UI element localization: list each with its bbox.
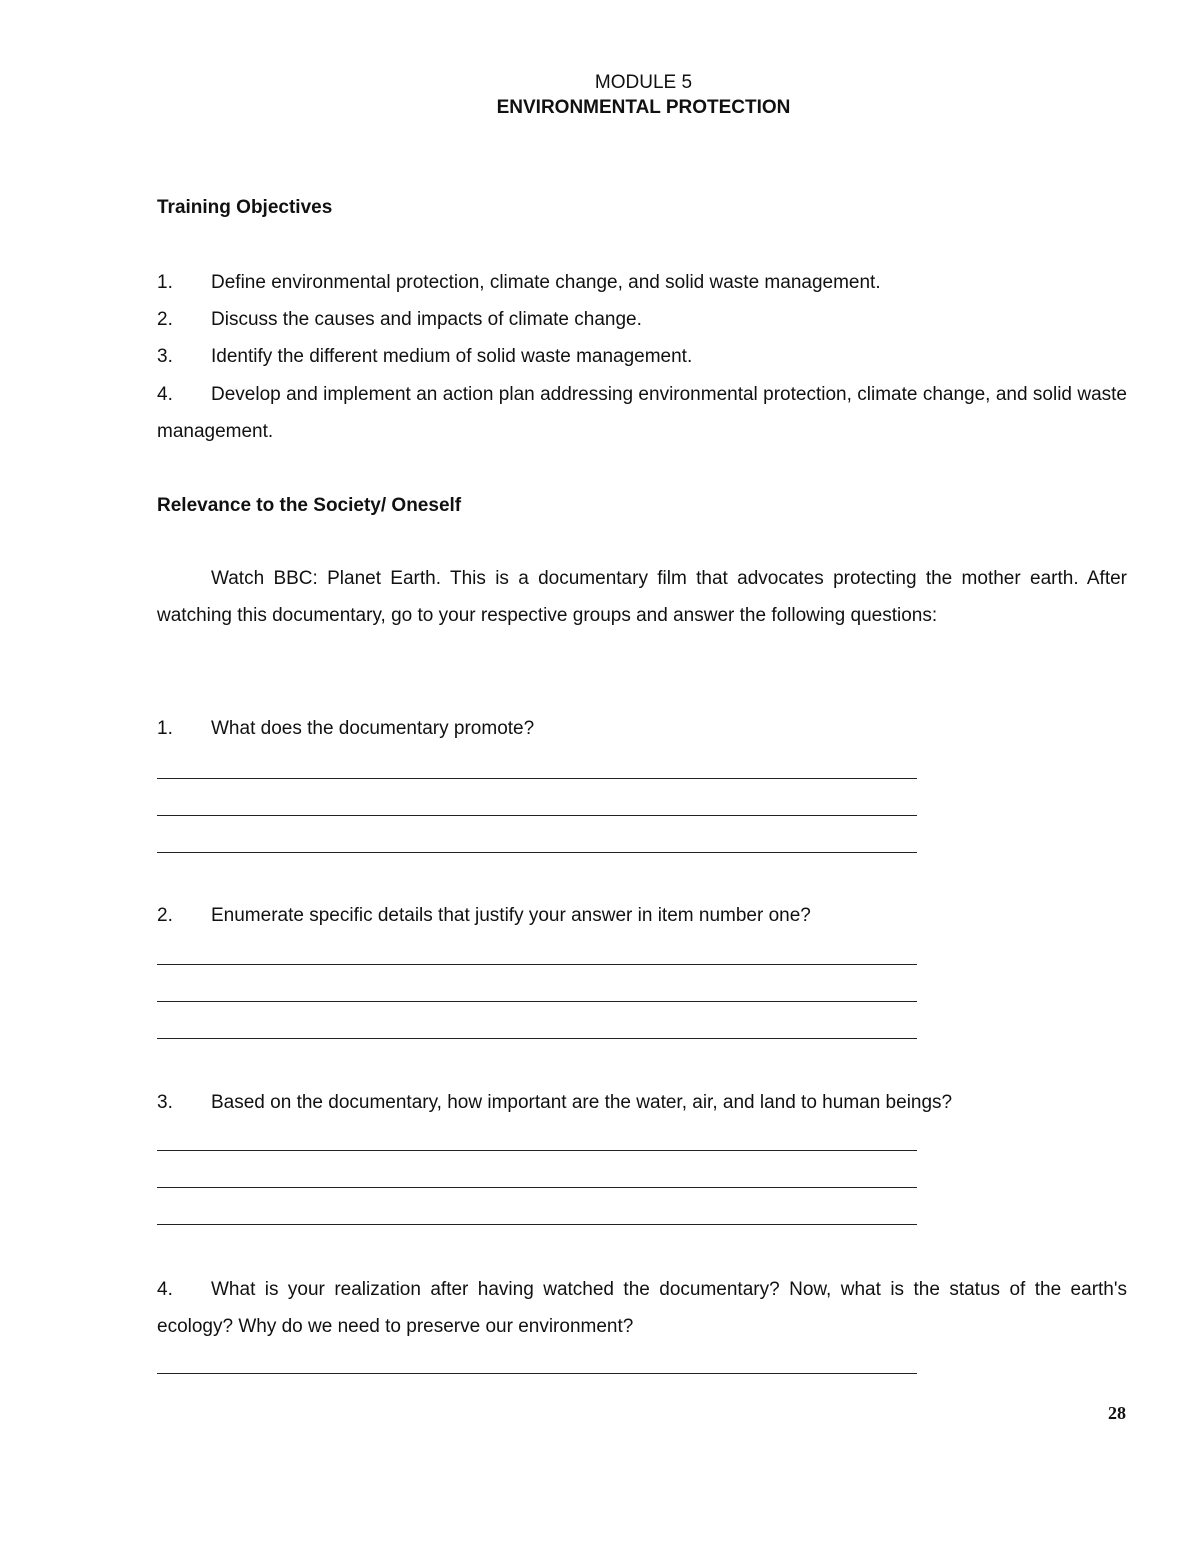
answer-line[interactable] xyxy=(157,1187,917,1188)
objective-text: Develop and implement an action plan addressing environmental protection, climate change, and solid waste management. xyxy=(157,384,1127,442)
objective-number: 2. xyxy=(157,309,173,330)
answer-line[interactable] xyxy=(157,778,917,779)
question-item xyxy=(157,1271,1127,1345)
module-label: MODULE 5 xyxy=(594,72,693,93)
question-text: What does the documentary promote? xyxy=(211,718,535,739)
objective-number: 4. xyxy=(157,384,173,405)
answer-line[interactable] xyxy=(157,815,917,816)
answer-line[interactable] xyxy=(157,1373,917,1374)
module-title: ENVIRONMENTAL PROTECTION xyxy=(496,97,791,118)
page-number: 28 xyxy=(1108,1403,1126,1423)
question-item xyxy=(157,1092,952,1114)
objective-text: Define environmental protection, climate change, and solid waste management. xyxy=(211,272,881,293)
question-number: 2. xyxy=(157,905,173,926)
objective-text: Discuss the causes and impacts of climate change. xyxy=(211,309,642,330)
answer-line[interactable] xyxy=(157,852,917,853)
question-number: 3. xyxy=(157,1092,173,1113)
answer-line[interactable] xyxy=(157,964,917,965)
objective-number: 1. xyxy=(157,272,173,293)
objective-item xyxy=(157,309,642,331)
objective-item xyxy=(157,376,1127,450)
objective-item xyxy=(157,346,692,368)
answer-line[interactable] xyxy=(157,1224,917,1225)
objective-number: 3. xyxy=(157,346,173,367)
answer-line[interactable] xyxy=(157,1150,917,1151)
answer-line[interactable] xyxy=(157,1038,917,1039)
question-text: Based on the documentary, how important are the water, air, and land to human beings? xyxy=(211,1092,953,1113)
objective-item xyxy=(157,272,881,294)
objective-text: Identify the different medium of solid waste management. xyxy=(211,346,693,367)
question-number: 4. xyxy=(157,1279,173,1300)
question-item xyxy=(157,718,534,740)
relevance-intro: Watch BBC: Planet Earth. This is a documentary film that advocates protecting the mother earth. After watching this documentary, go to your respective groups and answer the following questions: xyxy=(157,568,1127,626)
training-objectives-heading: Training Objectives xyxy=(157,197,333,218)
question-text: Enumerate specific details that justify your answer in item number one? xyxy=(211,905,811,926)
question-item xyxy=(157,905,811,927)
question-text: What is your realization after having watched the documentary? Now, what is the status of the earth's ecology? Why do we need to preserve our environment? xyxy=(157,1279,1127,1337)
answer-line[interactable] xyxy=(157,1001,917,1002)
question-number: 1. xyxy=(157,718,173,739)
relevance-heading: Relevance to the Society/ Oneself xyxy=(157,495,462,516)
